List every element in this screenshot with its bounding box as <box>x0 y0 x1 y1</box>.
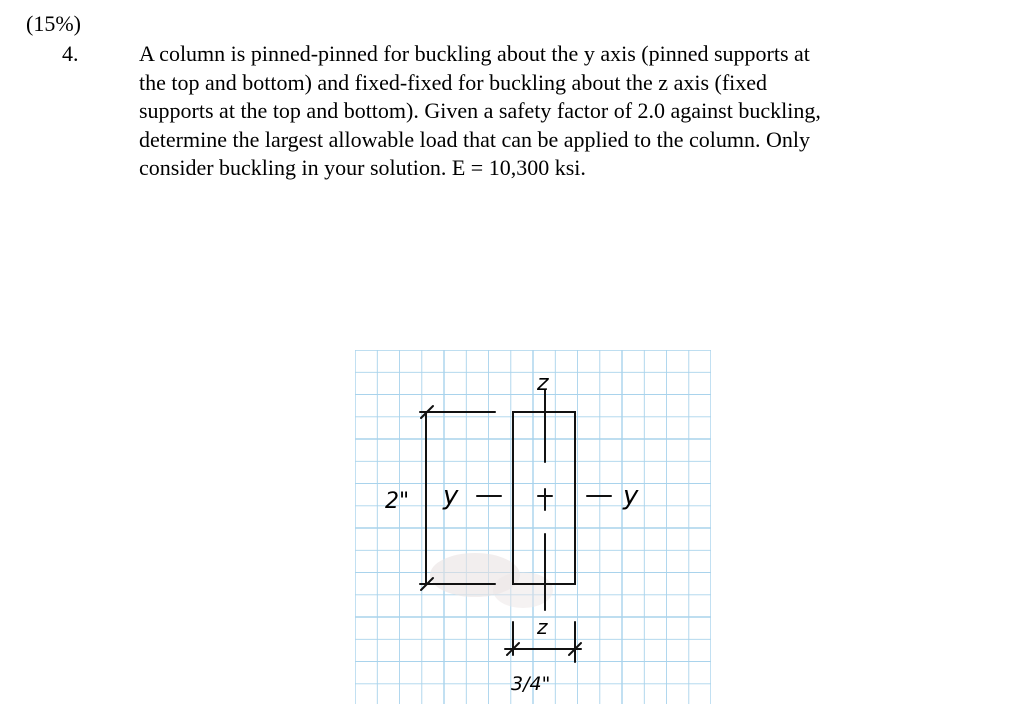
height-dimension-label: 2" <box>385 489 410 514</box>
z-axis-label-bottom: z <box>537 615 548 639</box>
y-axis-label-left: y <box>443 481 459 511</box>
cross-section-sketch <box>355 350 711 704</box>
problem-line: A column is pinned-pinned for buckling about the y axis (pinned supports at <box>139 41 810 66</box>
problem-line: supports at the top and bottom). Given a safety factor of 2.0 against buckling, <box>139 98 821 123</box>
problem-line: consider buckling in your solution. E = 10,300 ksi. <box>139 155 586 180</box>
y-axis-label-right: y <box>623 481 639 511</box>
problem-line: the top and bottom) and fixed-fixed for buckling about the z axis (fixed <box>139 69 768 95</box>
problem-number: 4. <box>62 41 79 66</box>
cross-section-figure <box>355 350 711 704</box>
problem-weight: (15%) <box>26 11 81 36</box>
z-axis-label-top: z <box>537 371 549 396</box>
width-dimension-label: 3/4" <box>511 673 551 695</box>
problem-line: determine the largest allowable load that can be applied to the column. Only <box>139 126 810 152</box>
problem-statement <box>139 40 939 183</box>
